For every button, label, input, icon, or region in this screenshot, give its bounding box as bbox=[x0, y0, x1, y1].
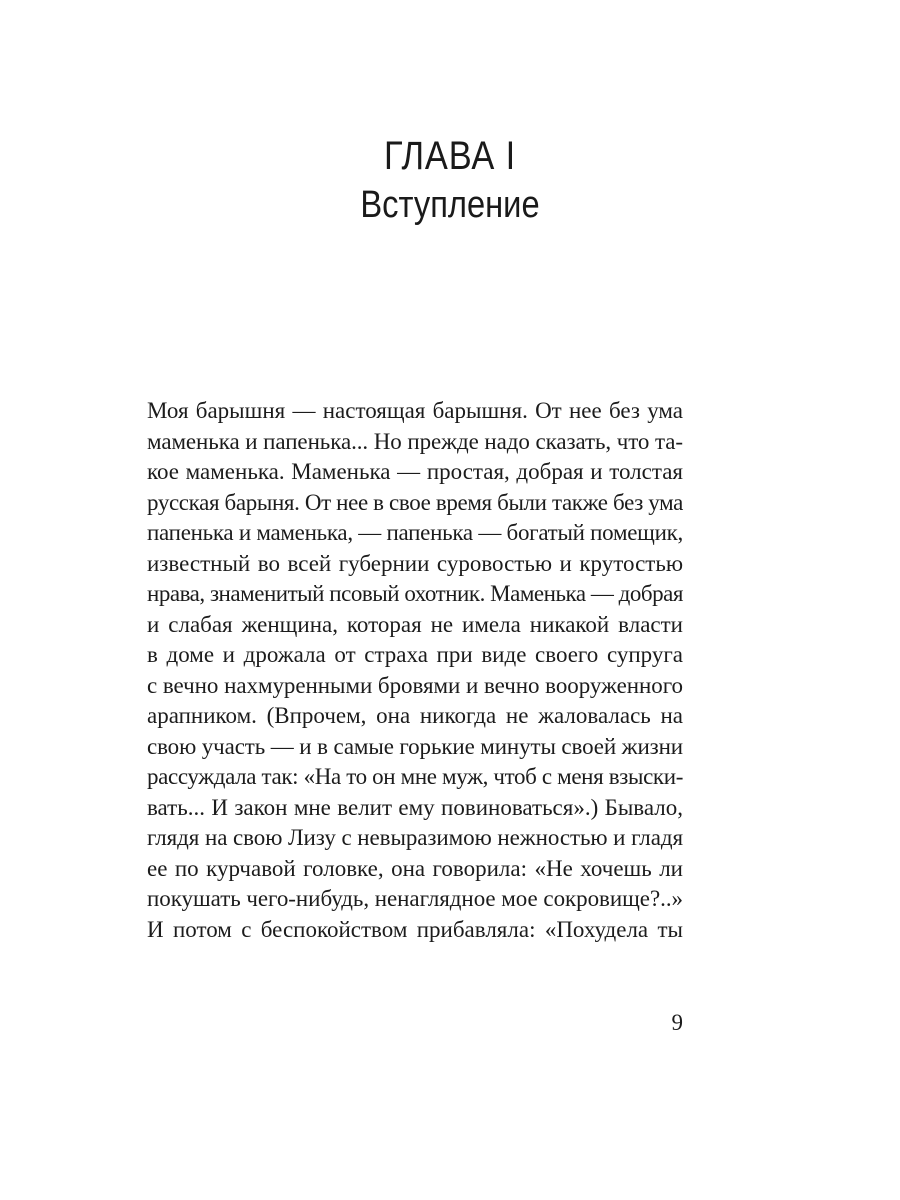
text-line: нрава, знаменитый псовый охотник. Маменька — добрая bbox=[147, 581, 683, 606]
text-line: папенька и маменька, — папенька — богатый помещик, bbox=[147, 520, 683, 545]
chapter-heading bbox=[0, 132, 900, 230]
text-line: И потом с беспокойством прибавляла: «Похудела ты bbox=[147, 916, 683, 942]
text-line: Моя барышня — настоящая барышня. От нее без ума bbox=[147, 398, 683, 423]
body-text bbox=[147, 396, 683, 945]
text-line: свою участь — и в самые горькие минуты своей жизни bbox=[147, 733, 683, 759]
chapter-number: ГЛАВА I bbox=[383, 134, 517, 178]
text-line: с вечно нахмуренными бровями и вечно вооруженного bbox=[147, 672, 683, 698]
text-line: русская барыня. От нее в свое время были также без ума bbox=[147, 489, 683, 515]
chapter-title: Вступление bbox=[360, 184, 540, 226]
text-line: ее по курчавой головке, она говорила: «Не хочешь ли bbox=[147, 855, 683, 881]
text-line: глядя на свою Лизу с невыразимою нежностью и гладя bbox=[147, 825, 683, 850]
page-number: 9 bbox=[671, 1010, 683, 1035]
text-line: рассуждала так: «На то он мне муж, чтоб с меня взыски- bbox=[147, 764, 683, 789]
text-line: кое маменька. Маменька — простая, добрая и толстая bbox=[147, 459, 683, 484]
text-line: известный во всей губернии суровостью и крутостью bbox=[147, 550, 683, 576]
text-line: маменька и папенька... Но прежде надо сказать, что та- bbox=[147, 428, 683, 454]
text-line: в доме и дрожала от страха при виде своего супруга bbox=[147, 642, 683, 667]
text-line: и слабая женщина, которая не имела никакой власти bbox=[147, 611, 683, 637]
text-line: арапником. (Впрочем, она никогда не жаловалась на bbox=[147, 703, 683, 728]
text-line: покушать чего-нибудь, ненаглядное мое сокровище?..» bbox=[147, 886, 683, 911]
text-line: вать... И закон мне велит ему повиноваться».) Бывало, bbox=[147, 794, 683, 820]
